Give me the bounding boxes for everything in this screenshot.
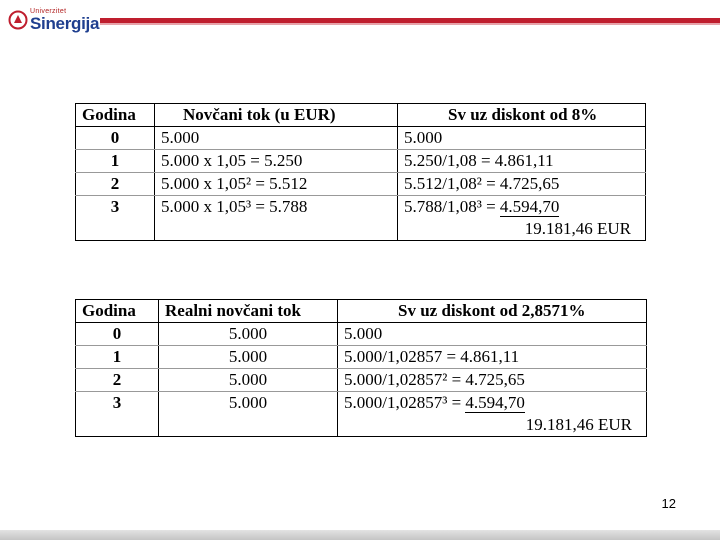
pv-cell: 5.250/1,08 = 4.861,11 [398,150,646,173]
table-row [76,150,646,173]
column-header-year: Godina [76,300,159,323]
pv-cell: 5.000/1,02857 = 4.861,11 [338,346,647,369]
nominal-cash-flow-table [75,103,646,241]
logo-emblem-icon [8,10,28,30]
slide-header [0,0,720,40]
university-logo [8,6,98,32]
pv-cell [398,196,646,219]
pv-expression: 5.000/1,02857³ = [344,393,462,412]
column-header-flow: Novčani tok (u EUR) [155,104,398,127]
pv-cell: 5.000 [338,323,647,346]
real-cash-flow-table [75,299,647,437]
year-cell: 0 [76,127,155,150]
year-cell: 3 [76,392,159,415]
pv-expression: 5.788/1,08³ = [404,197,496,216]
empty-cell [155,218,398,241]
table-row [76,127,646,150]
table-row [76,369,647,392]
pv-cell: 5.000/1,02857² = 4.725,65 [338,369,647,392]
flow-cell: 5.000 [159,346,338,369]
pv-value-underlined: 4.594,70 [499,197,560,216]
column-header-pv: Sv uz diskont od 8% [398,104,646,127]
table-header-row [76,104,646,127]
pv-cell [338,392,647,415]
page-number: 12 [661,496,676,511]
year-cell: 2 [76,173,155,196]
empty-cell [76,218,155,241]
total-cell: 19.181,46 EUR [338,414,647,437]
flow-cell: 5.000 x 1,05 = 5.250 [155,150,398,173]
year-cell: 2 [76,369,159,392]
flow-cell: 5.000 [159,392,338,415]
table-row [76,346,647,369]
flow-cell: 5.000 x 1,05² = 5.512 [155,173,398,196]
logo-wordmark: Sinergija [30,14,100,33]
table-row [76,173,646,196]
year-cell: 1 [76,150,155,173]
year-cell: 0 [76,323,159,346]
table-row [76,323,647,346]
column-header-pv [338,300,647,323]
logo-subtitle: Univerzitet [30,8,67,15]
pv-cell: 5.512/1,08² = 4.725,65 [398,173,646,196]
year-cell: 1 [76,346,159,369]
table-row [76,392,647,415]
flow-cell: 5.000 x 1,05³ = 5.788 [155,196,398,219]
pv-cell: 5.000 [398,127,646,150]
total-row [76,218,646,241]
footer-bar [0,530,720,540]
column-header-year: Godina [76,104,155,127]
total-cell: 19.181,46 EUR [398,218,646,241]
table-row [76,196,646,219]
flow-cell: 5.000 [159,323,338,346]
total-row [76,414,647,437]
pv-header-rate: 2,8571% [521,301,586,320]
table-header-row [76,300,647,323]
empty-cell [159,414,338,437]
header-accent-shadow [100,23,720,25]
flow-cell: 5.000 [159,369,338,392]
pv-header-label: Sv uz diskont od [398,301,518,320]
column-header-flow: Realni novčani tok [159,300,338,323]
year-cell: 3 [76,196,155,219]
pv-value-underlined: 4.594,70 [465,393,525,412]
flow-cell: 5.000 [155,127,398,150]
empty-cell [76,414,159,437]
